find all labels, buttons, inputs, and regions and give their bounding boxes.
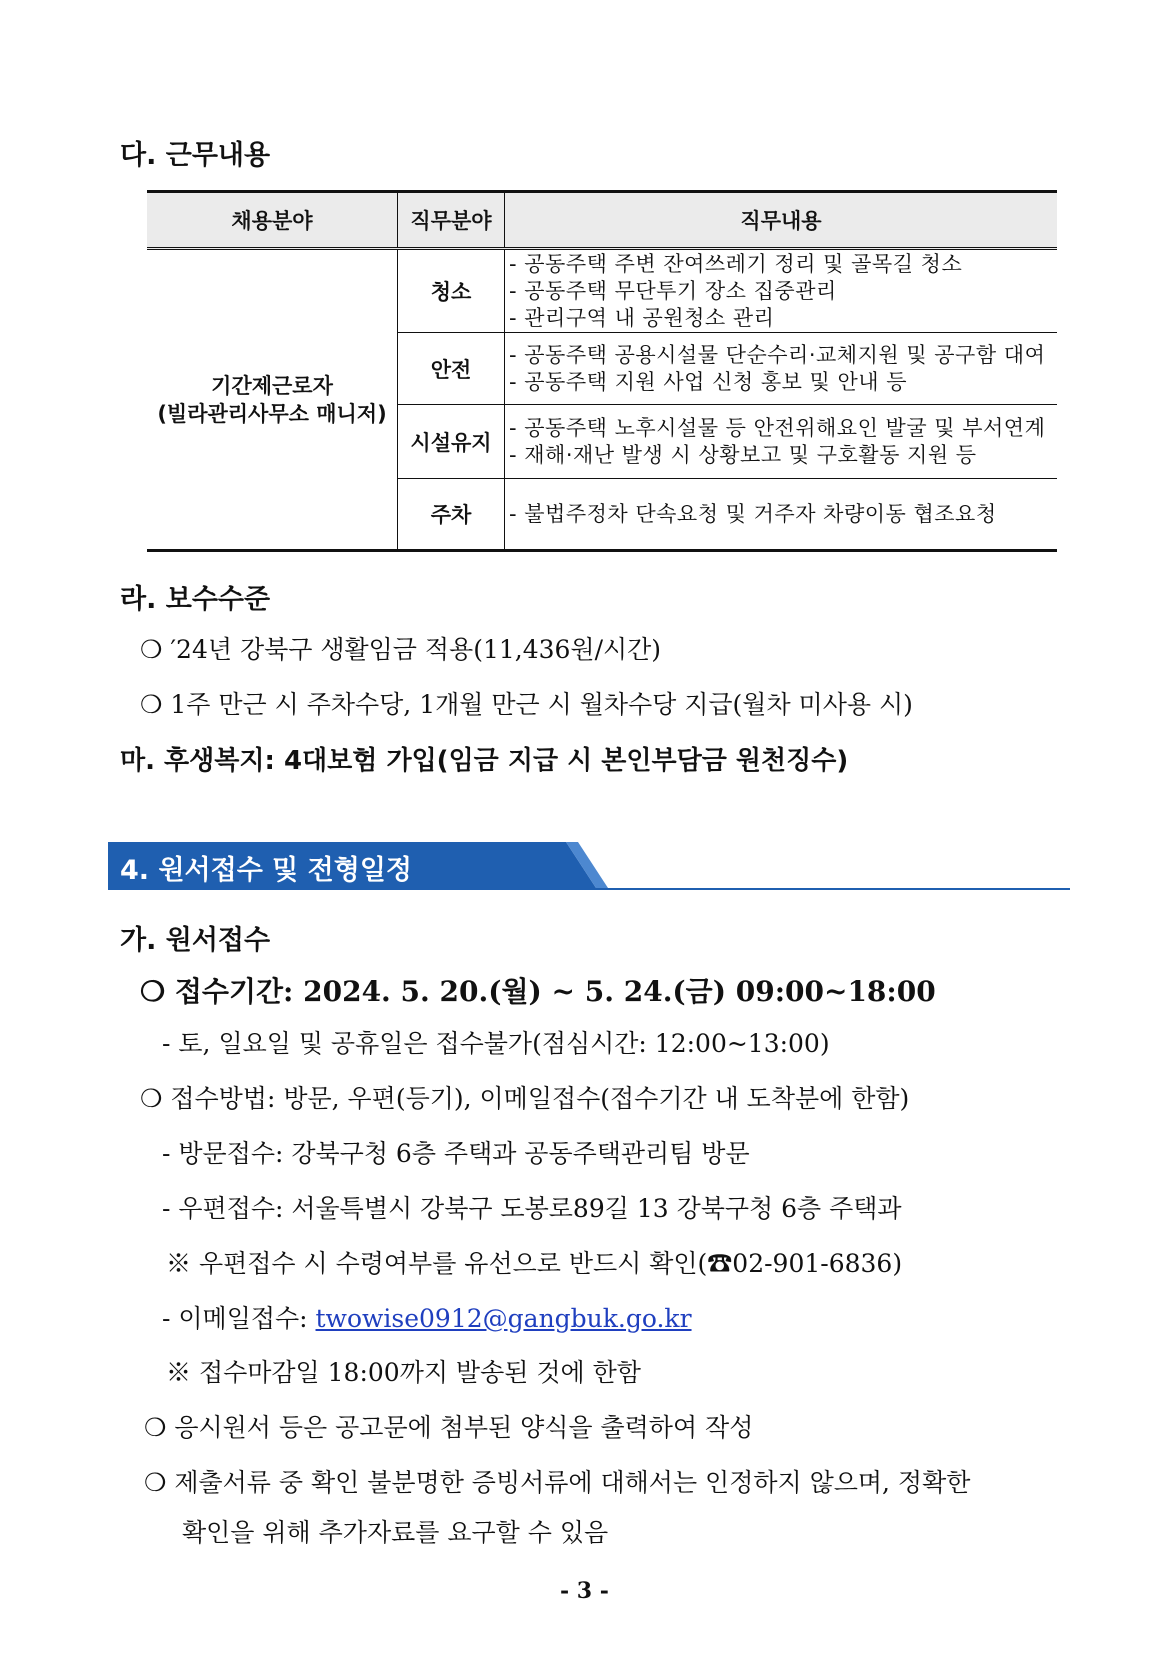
heading-pay-level: 라. 보수수준 [120,584,271,615]
duty-items-cell [505,479,1058,551]
duty-category-cell: 안전 [398,333,505,405]
page-number: - 3 - [560,1578,609,1604]
table-row [147,249,1057,333]
duty-item: - 관리구역 내 공원청소 관리 [509,305,775,330]
form-bullet: ❍ 응시원서 등은 공고문에 첨부된 양식을 출력하여 작성 [144,1413,754,1442]
duty-item: - 재해·재난 발생 시 상황보고 및 구호활동 지원 등 [509,442,977,467]
duty-items-cell [505,333,1058,405]
duty-category-cell: 시설유지 [398,405,505,479]
email-application [162,1299,692,1335]
table-header-cell: 직무분야 [398,192,505,249]
email-link[interactable]: twowise0912@gangbuk.go.kr [315,1304,692,1333]
duty-item: - 공동주택 주변 잔여쓰레기 정리 및 골목길 청소 [509,251,963,276]
pay-bullet: ❍ 1주 만근 시 주차수당, 1개월 만근 시 월차수당 지급(월차 미사용 시) [140,690,913,719]
documents-bullet-continued: 확인을 위해 추가자료를 요구할 수 있음 [182,1518,609,1547]
visit-application: - 방문접수: 강북구청 6층 주택과 공동주택관리팀 방문 [162,1139,750,1168]
heading-application: 가. 원서접수 [120,925,271,956]
table-header-cell: 직무내용 [505,192,1058,249]
duty-item: - 공동주택 공용시설물 단순수리·교체지원 및 공구함 대여 [509,342,1046,367]
application-period: ❍ 접수기간: 2024. 5. 20.(월) ~ 5. 24.(금) 09:00~18:00 [140,975,936,1008]
heading-welfare: 마. 후생복지: 4대보험 가입(임금 지급 시 본인부담금 원천징수) [120,746,849,776]
duty-items-cell [505,249,1058,333]
duty-items-cell [505,405,1058,479]
table-header-row [147,192,1057,249]
mail-application: - 우편접수: 서울특별시 강북구 도봉로89길 13 강북구청 6층 주택과 [162,1194,902,1223]
email-label: - 이메일접수: [162,1304,316,1333]
section-title: 4. 원서접수 및 전형일정 [120,855,412,886]
duty-table [147,190,1057,552]
recruit-field-line: 기간제근로자 [211,373,333,398]
duty-item: - 공동주택 무단투기 장소 집중관리 [509,278,837,303]
duty-item: - 공동주택 노후시설물 등 안전위해요인 발굴 및 부서연계 [509,415,1046,440]
application-period-note: - 토, 일요일 및 공휴일은 접수불가(점심시간: 12:00~13:00) [162,1029,830,1058]
duty-category-cell: 청소 [398,249,505,333]
duty-item: - 불법주정차 단속요청 및 거주자 차량이동 협조요청 [509,501,997,526]
mail-application-note: ※ 우편접수 시 수령여부를 유선으로 반드시 확인(☎02-901-6836) [166,1249,903,1278]
duty-item: - 공동주택 지원 사업 신청 홍보 및 안내 등 [509,369,908,394]
duty-category-cell: 주차 [398,479,505,551]
pay-bullet: ❍ ′24년 강북구 생활임금 적용(11,436원/시간) [140,635,662,664]
table-header-cell: 채용분야 [147,192,398,249]
email-application-note: ※ 접수마감일 18:00까지 발송된 것에 한함 [166,1358,641,1387]
documents-bullet: ❍ 제출서류 중 확인 불분명한 증빙서류에 대해서는 인정하지 않으며, 정확한 [144,1468,971,1497]
recruit-field-line: (빌라관리사무소 매니저) [157,401,387,426]
application-method: ❍ 접수방법: 방문, 우편(등기), 이메일접수(접수기간 내 도착분에 한함) [140,1084,910,1113]
recruit-field-cell [147,249,398,551]
heading-work-content: 다. 근무내용 [120,140,271,171]
